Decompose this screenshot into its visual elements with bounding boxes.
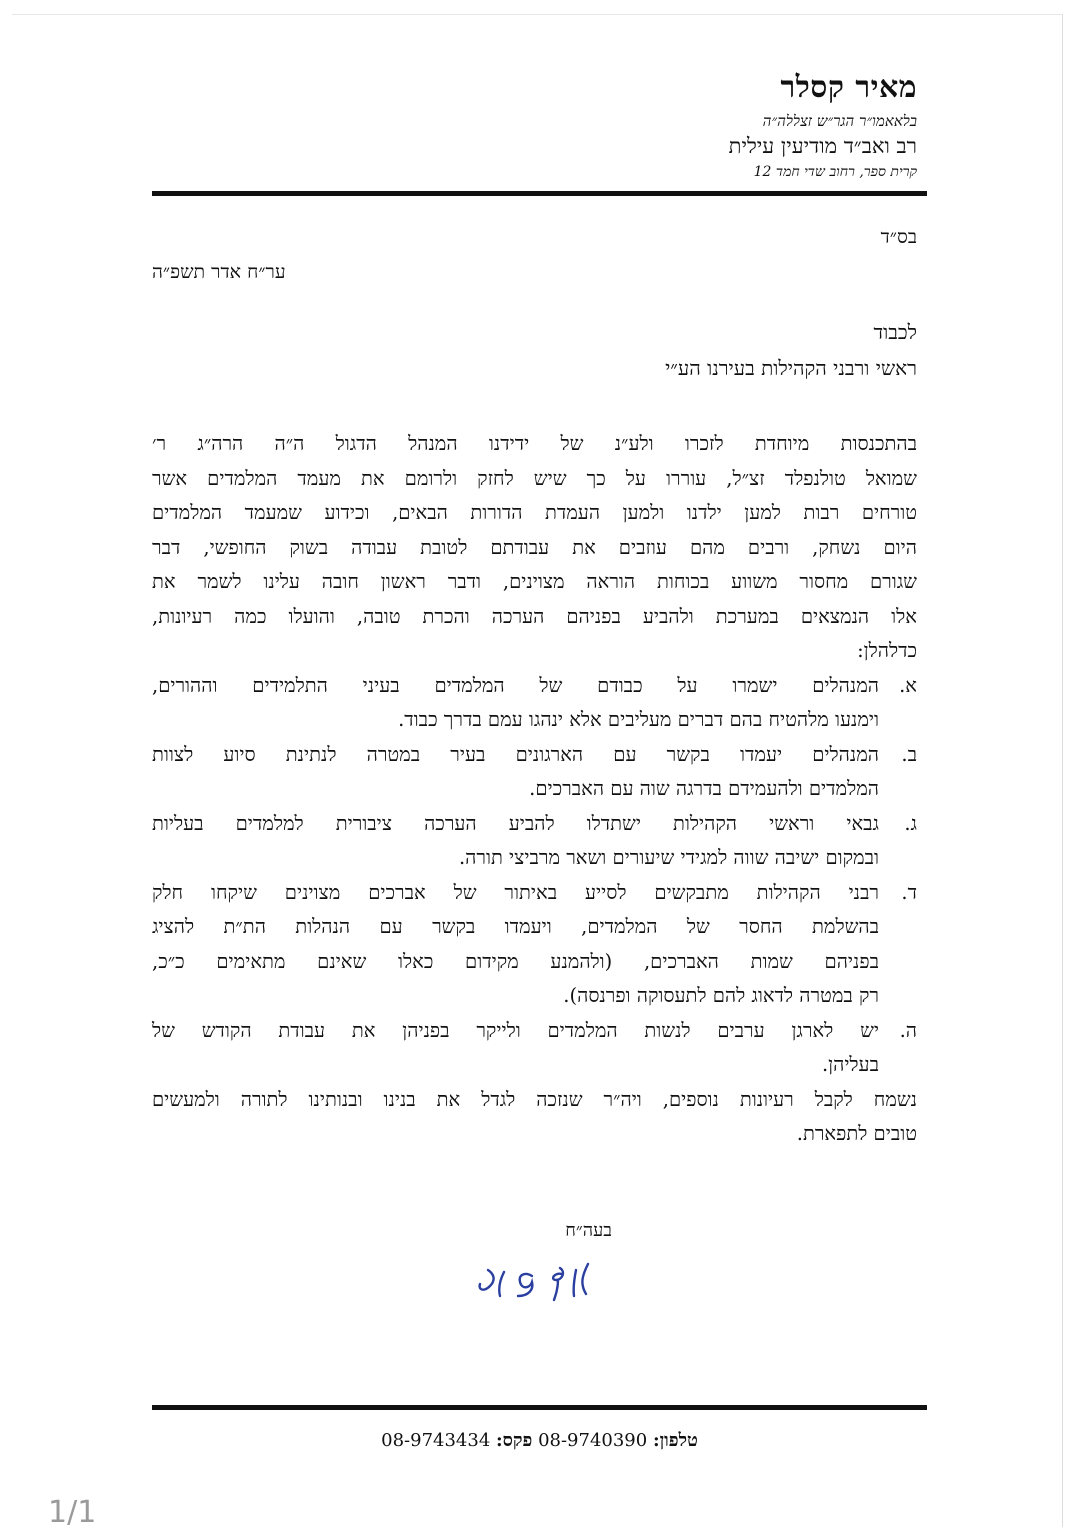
letter-body [152, 427, 917, 1152]
list-item-line: ובמקום ישיבה שווה למגידי שיעורים ושאר מרביצי תורה. [458, 846, 879, 869]
author-lineage: בלאאמו״ר הגר״ש זצללה״ה [762, 112, 917, 130]
fax-label: פקס: [496, 1430, 533, 1451]
conclusion-line: טובים לתפארת. [796, 1122, 917, 1145]
intro-line: אלו הנמצאים במערכת ולהביע בפניהם הערכה והכרת טובה, והועלו כמה רעיונות, [152, 604, 917, 628]
letter-date: ער״ח אדר תשפ״ה [152, 261, 286, 283]
list-item-line: רק במטרה לדאוג להם לתעסוקה ופרנסה). [563, 984, 879, 1007]
conclusion-line: נשמח לקבל רעיונות נוספים, ויה״ר שנזכה לגדל את בנינו ובנותינו לתורה ולמעשים [152, 1087, 917, 1111]
list-item-d [152, 876, 917, 1014]
phone-label: טלפון: [652, 1430, 698, 1451]
list-marker: ה. [899, 1018, 917, 1042]
list-item-line: המנהלים ישמרו על כבודם של המלמדים בעיני התלמידים וההורים, [152, 673, 879, 697]
list-item-line: יש לארגן ערבים לנשות המלמדים ולייקר בפניהן את עבודת הקודש של [152, 1018, 879, 1042]
list-marker: א. [899, 673, 917, 697]
greeting: לכבוד [873, 320, 917, 344]
bsd-mark: בס״ד [880, 226, 917, 248]
addressee: ראשי ורבני הקהילות בעירנו הע״י [665, 356, 917, 380]
page-indicator: 1/1 [48, 1495, 97, 1530]
list-item-c [152, 807, 917, 876]
list-item-line: גבאי וראשי הקהילות ישתדלו להביע הערכה ציבורית למלמדים בעליות [152, 811, 879, 835]
list-item-e [152, 1014, 917, 1083]
list-item-a [152, 669, 917, 738]
closing-phrase: בעה״ח [565, 1220, 612, 1241]
intro-line: היום נשחק, ורבים מהם עוזבים את עבודתם לטובת עבודה בשוק החופשי, דבר [152, 535, 917, 559]
list-item-line: בעליהן. [821, 1053, 879, 1076]
list-marker: ג. [904, 811, 917, 835]
fax-number: 08-9743434 [381, 1430, 491, 1451]
list-marker: ב. [901, 742, 917, 766]
intro-line: שגורם מחסור משווע בכוחות הוראה מצוינים, ודבר ראשון חובה עלינו לשמר את [152, 570, 917, 593]
phone-number: 08-9740390 [538, 1430, 648, 1451]
intro-line: כדלהלן: [857, 639, 917, 662]
author-title: רב ואב״ד מודיעין עילית [728, 134, 917, 158]
handwritten-signature [470, 1250, 610, 1310]
list-marker: ד. [901, 880, 917, 904]
list-item-line: המלמדים ולהעמידם בדרגה שוה עם האברכים. [529, 777, 879, 800]
list-item-line: רבני הקהילות מתבקשים לסייע באיתור של אברכים מצוינים שיקחו חלק [152, 880, 879, 904]
author-address: קרית ספר, רחוב שדי חמד 12 [753, 164, 917, 180]
header-divider [152, 191, 927, 196]
list-item-line: וימנעו מלהטיח בהם דברים מעליבים אלא ינהגו עמם בדרך כבוד. [398, 708, 879, 731]
intro-line: טורחים רבות למען ילדנו ולמען העמדת הדורות הבאים, וכידוע שמעמד המלמדים [152, 501, 917, 524]
intro-line: שמואל טולנפלד זצ״ל, עוררו על כך שיש לחזק ולרומם את מעמד המלמדים אשר [152, 466, 917, 490]
author-name: מאיר קסלר [780, 70, 917, 105]
list-item-line: בהשלמת החסר של המלמדים, ויעמדו בקשר עם הנהלות הת״ת להציג [152, 915, 879, 938]
list-item-line: בפניהם שמות האברכים, (ולהמנע מקידום כאלו שאינם מתאימים כ״כ, [152, 949, 879, 973]
intro-line: בהתכנסות מיוחדת לזכרו ולע״נ של ידידנו המנהל הדגול ה״ה הרה״ג ר׳ [152, 432, 917, 455]
list-item-b [152, 738, 917, 807]
list-item-line: המנהלים יעמדו בקשר עם הארגונים בעיר במטרה לנתינת סיוע לצוות [152, 742, 879, 766]
footer-divider [152, 1405, 927, 1410]
contact-footer [152, 1430, 927, 1451]
